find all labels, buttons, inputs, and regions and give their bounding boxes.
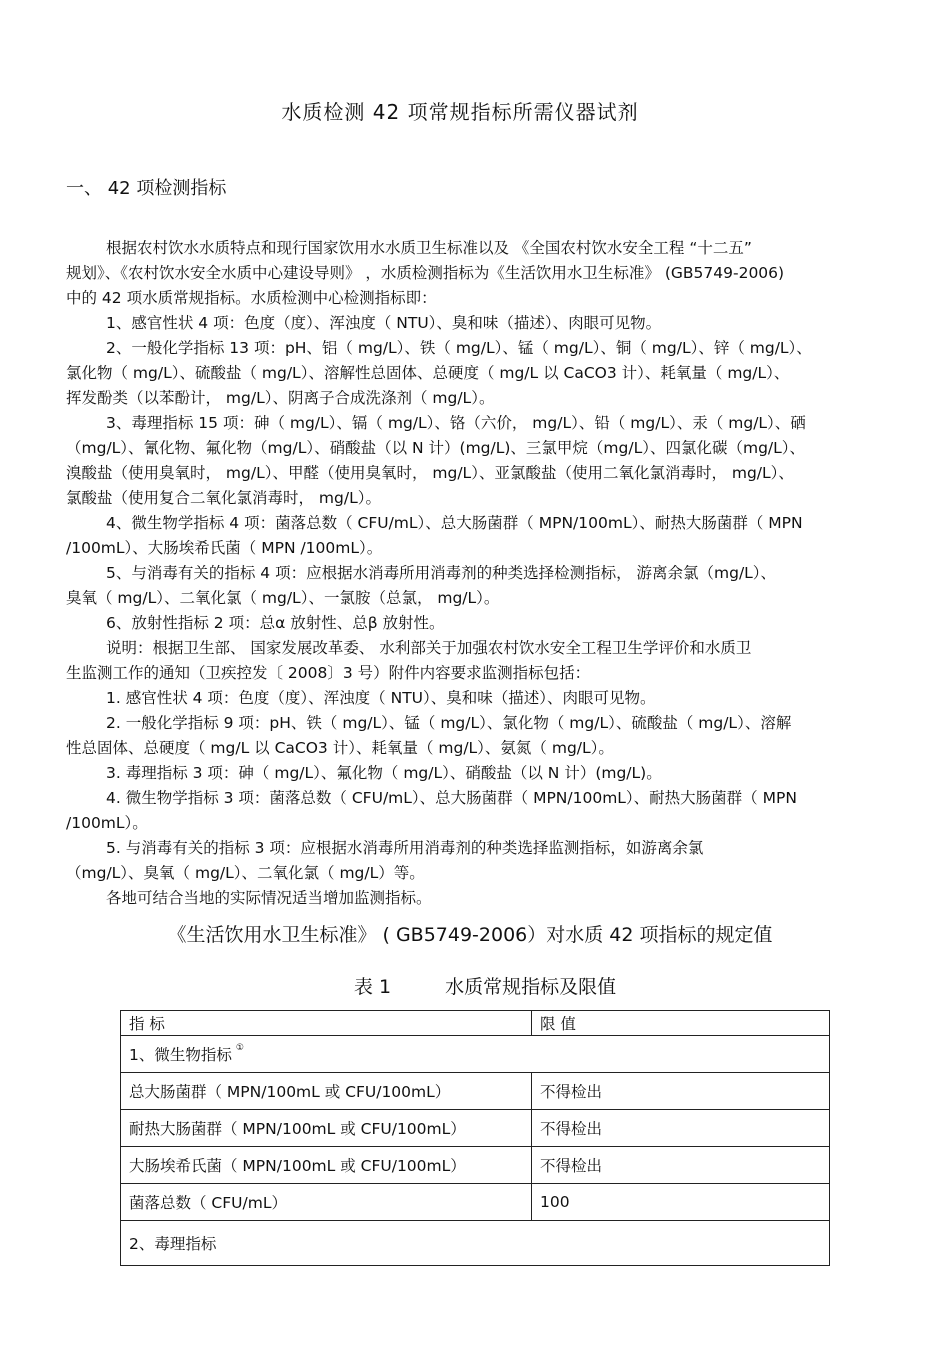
table-caption <box>0 972 950 999</box>
paragraph-line: 5、与消毒有关的指标 4 项：应根据水消毒所用消毒剂的种类选择检测指标， 游离余氯（mg/L）、 <box>106 564 777 582</box>
table-caption-text: 水质常规指标及限值 <box>445 976 617 998</box>
paragraph-line: 各地可结合当地的实际情况适当增加监测指标。 <box>106 889 432 907</box>
table-group-row <box>121 1036 830 1073</box>
paragraph-line: 4. 微生物学指标 3 项：菌落总数（ CFU/mL）、总大肠菌群（ MPN/100mL）、耐热大肠菌群（ MPN <box>106 789 797 807</box>
paragraph-line: 中的 42 项水质常规指标。水质检测中心检测指标即： <box>66 289 437 307</box>
paragraph-line: 5. 与消毒有关的指标 3 项：应根据水消毒所用消毒剂的种类选择监测指标，如游离余氯 <box>106 839 704 857</box>
table-caption-number: 表 1 <box>353 976 392 998</box>
paragraph-line: 2、一般化学指标 13 项：pH、铝（ mg/L）、铁（ mg/L）、锰（ mg/L）、铜（ mg/L）、锌（ mg/L）、 <box>106 339 812 357</box>
paragraph-line: （mg/L）、臭氧（ mg/L）、二氧化氯（ mg/L）等。 <box>66 864 425 882</box>
table-row <box>121 1073 830 1110</box>
section-heading: 一、 42 项检测指标 <box>66 178 227 199</box>
paragraph-line: 说明：根据卫生部、 国家发展改革委、 水利部关于加强农村饮水安全工程卫生学评价和水质卫 <box>106 639 752 657</box>
indicator-cell: 耐热大肠菌群（ MPN/100mL 或 CFU/100mL） <box>121 1110 532 1147</box>
paragraph-line: 规划》、《农村饮水安全水质中心建设导则》 ，水质检测指标为《生活饮用水卫生标准》 (GB5749-2006) <box>66 264 785 282</box>
limits-table <box>120 1010 830 1266</box>
paragraph-line: 1. 感官性状 4 项：色度（度）、浑浊度（ NTU）、臭和味（描述）、肉眼可见物。 <box>106 689 656 707</box>
paragraph-line: 性总固体、总硬度（ mg/L 以 CaCO3 计）、耗氧量（ mg/L）、氨氮（ mg/L）。 <box>66 739 614 757</box>
paragraph-line: 3. 毒理指标 3 项：砷（ mg/L）、氟化物（ mg/L）、硝酸盐（以 N 计）(mg/L)。 <box>106 764 662 782</box>
table-header-row <box>121 1011 830 1036</box>
limit-cell: 不得检出 <box>532 1110 830 1147</box>
paragraph-line: /100mL）、大肠埃希氏菌（ MPN /100mL）。 <box>66 539 383 557</box>
paragraph-line: /100mL）。 <box>66 814 148 832</box>
paragraph-line: 挥发酚类（以苯酚计， mg/L）、阴离子合成洗涤剂（ mg/L）。 <box>66 389 495 407</box>
paragraph-line: 2. 一般化学指标 9 项：pH、铁（ mg/L）、锰（ mg/L）、氯化物（ mg/L）、硫酸盐（ mg/L）、溶解 <box>106 714 792 732</box>
paragraph-line: 氯酸盐（使用复合二氧化氯消毒时， mg/L）。 <box>66 489 381 507</box>
group-microbial <box>121 1036 830 1073</box>
paragraph-line: 3、毒理指标 15 项：砷（ mg/L）、镉（ mg/L）、铬（六价， mg/L）、铅（ mg/L）、汞（ mg/L）、硒 <box>106 414 806 432</box>
page-title: 水质检测 42 项常规指标所需仪器试剂 <box>281 100 639 124</box>
limit-cell: 不得检出 <box>532 1073 830 1110</box>
limit-cell: 不得检出 <box>532 1147 830 1184</box>
standard-title: 《生活饮用水卫生标准》 ( GB5749-2006）对水质 42 项指标的规定值 <box>167 924 773 946</box>
limit-cell: 100 <box>532 1184 830 1221</box>
table-group-row <box>121 1221 830 1266</box>
header-limit: 限 值 <box>532 1011 830 1036</box>
indicator-cell: 菌落总数（ CFU/mL） <box>121 1184 532 1221</box>
paragraph-line: 生监测工作的通知（卫疾控发〔 2008〕3 号）附件内容要求监测指标包括： <box>66 664 591 682</box>
footnote-marker: ① <box>235 1043 244 1053</box>
table-row <box>121 1110 830 1147</box>
paragraph-line: 根据农村饮水水质特点和现行国家饮用水水质卫生标准以及 《全国农村饮水安全工程 “十二五” <box>106 239 752 257</box>
indicator-cell: 大肠埃希氏菌（ MPN/100mL 或 CFU/100mL） <box>121 1147 532 1184</box>
table-row <box>121 1184 830 1221</box>
paragraph-line: 4、微生物学指标 4 项：菌落总数（ CFU/mL）、总大肠菌群（ MPN/100mL）、耐热大肠菌群（ MPN <box>106 514 803 532</box>
body-text <box>66 236 886 911</box>
table-row <box>121 1147 830 1184</box>
group-microbial-label: 1、微生物指标 <box>129 1046 232 1064</box>
paragraph-line: 6、放射性指标 2 项：总α 放射性、总β 放射性。 <box>106 614 445 632</box>
paragraph-line: 溴酸盐（使用臭氧时， mg/L）、甲醛（使用臭氧时， mg/L）、亚氯酸盐（使用二氧化氯消毒时， mg/L）、 <box>66 464 794 482</box>
paragraph-line: （mg/L）、氰化物、氟化物（mg/L）、硝酸盐（以 N 计）(mg/L)、三氯甲烷（mg/L）、四氯化碳（mg/L）、 <box>66 439 806 457</box>
paragraph-line: 1、感官性状 4 项：色度（度）、浑浊度（ NTU）、臭和味（描述）、肉眼可见物。 <box>106 314 662 332</box>
paragraph-line: 氯化物（ mg/L）、硫酸盐（ mg/L）、溶解性总固体、总硬度（ mg/L 以 CaCO3 计）、耗氧量（ mg/L）、 <box>66 364 790 382</box>
indicator-cell: 总大肠菌群（ MPN/100mL 或 CFU/100mL） <box>121 1073 532 1110</box>
paragraph-line: 臭氧（ mg/L）、二氧化氯（ mg/L）、一氯胺（总氯， mg/L）。 <box>66 589 500 607</box>
header-indicator: 指 标 <box>121 1011 532 1036</box>
group-toxicology: 2、毒理指标 <box>121 1221 830 1266</box>
